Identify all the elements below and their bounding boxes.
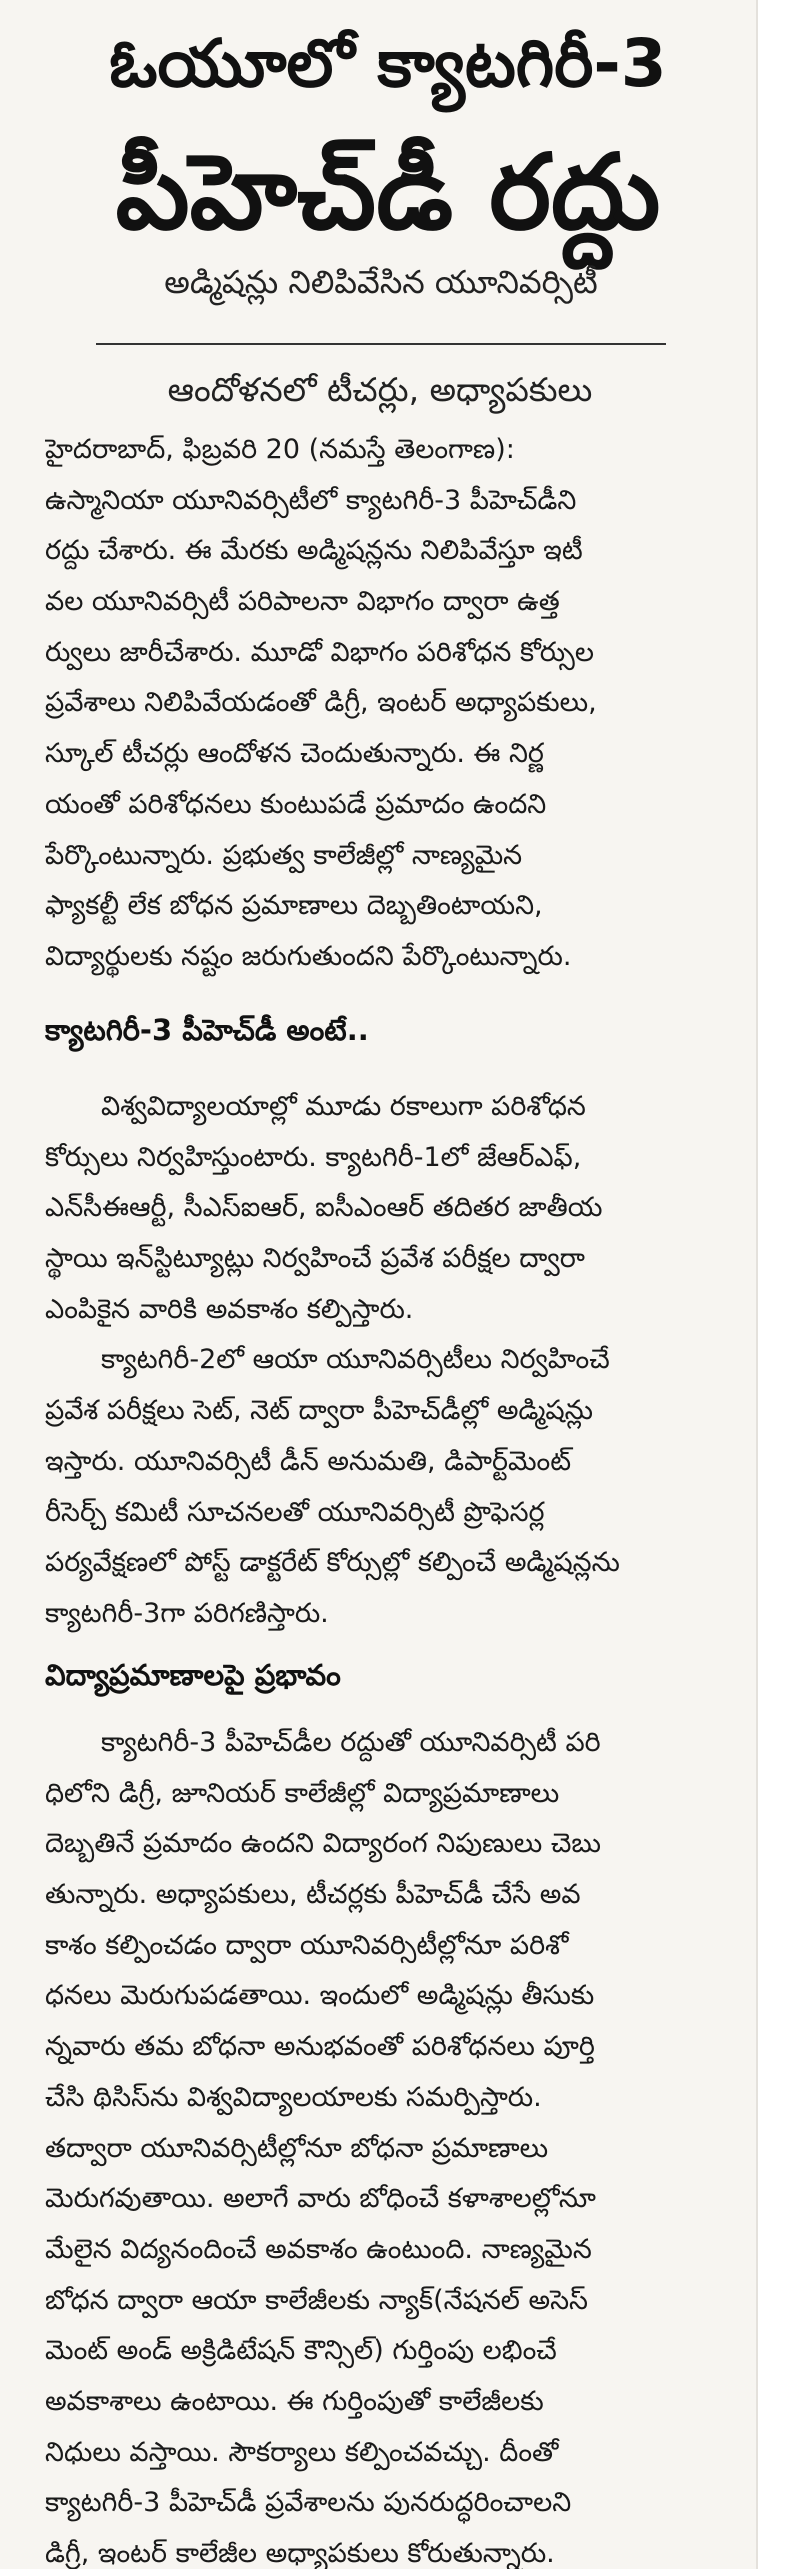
body-line: డిగ్రీ, ఇంటర్ కాలేజీల అధ్యాపకులు కోరుతున్నారు.	[45, 2538, 555, 2569]
body-line: స్థాయి ఇన్‌స్టిట్యూట్లు నిర్వహించే ప్రవేశ పరీక్షల ద్వారా	[45, 1243, 585, 1275]
intro-line: యంతో పరిశోధనలు కుంటుపడే ప్రమాదం ఉందని	[45, 788, 547, 820]
section-heading-standards-impact: విద్యాప్రమాణాలపై ప్రభావం	[45, 1658, 341, 1692]
headline-line-2: పీహెచ్‌డీ రద్దు	[115, 131, 661, 253]
body-line: ఎంపికైన వారికి అవకాశం కల్పిస్తారు.	[45, 1293, 414, 1325]
body-line: అవకాశాలు ఉంటాయి. ఈ గుర్తింపుతో కాలేజీలకు	[45, 2385, 544, 2417]
headline-line-1: ఓయూలో క్యాటగిరీ-3	[109, 25, 667, 102]
body-line: మెంట్ అండ్ అక్రిడిటేషన్ కౌన్సిల్) గుర్తింపు లభించే	[45, 2335, 557, 2367]
subheadline-rule	[96, 343, 666, 345]
body-line: క్యాటగిరీ-3 పీహెచ్‌డీల రద్దుతో యూనివర్సిటీ పరి	[101, 1727, 601, 1758]
body-line: పర్యవేక్షణలో పోస్ట్ డాక్టరేట్ కోర్సుల్లో కల్పించే అడ్మిషన్లను	[45, 1547, 620, 1579]
body-line: ధిలోని డిగ్రీ, జూనియర్ కాలేజీల్లో విద్యాప్రమాణాలు	[45, 1777, 560, 1809]
section-heading-category-3: క్యాటగిరీ-3 పీహెచ్‌డీ అంటే..	[45, 1013, 369, 1047]
body-line: తున్నారు. అధ్యాపకులు, టీచర్లకు పీహెచ్‌డీ చేసే అవ	[45, 1879, 581, 1911]
body-line: కోర్సులు నిర్వహిస్తుంటారు. క్యాటగిరీ-1లో జేఆర్ఎఫ్,	[45, 1141, 582, 1173]
body-line: క్యాటగిరీ-3గా పరిగణిస్తారు.	[45, 1597, 329, 1629]
body-line: ఎన్‌సీఈఆర్టీ, సీఎస్ఐఆర్, ఐసీఎంఆర్ తదితర జాతీయ	[45, 1192, 603, 1224]
body-line: దెబ్బతినే ప్రమాదం ఉందని విద్యారంగ నిపుణులు చెబు	[45, 1828, 601, 1860]
body-line: న్నవారు తమ బోధనా అనుభవంతో పరిశోధనలు పూర్తి	[45, 2031, 595, 2063]
subheadline: అడ్మిషన్లు నిలిపివేసిన యూనివర్సిటీ	[164, 263, 598, 301]
intro-line: ఫ్యాకల్టీ లేక బోధన ప్రమాణాలు దెబ్బతింటాయని,	[45, 890, 543, 922]
body-line: క్యాటగిరీ-2లో ఆయా యూనివర్సిటీలు నిర్వహించే	[101, 1344, 610, 1376]
intro-line: ప్రవేశాలు నిలిపివేయడంతో డిగ్రీ, ఇంటర్ అధ్యాపకులు,	[45, 687, 597, 719]
body-line: ఇస్తారు. యూనివర్సిటీ డీన్ అనుమతి, డిపార్ట్‌మెంట్	[45, 1445, 572, 1477]
intro-line: పేర్కొంటున్నారు. ప్రభుత్వ కాలేజీల్లో నాణ్యమైన	[45, 839, 523, 871]
body-line: నిధులు వస్తాయి. సౌకర్యాలు కల్పించవచ్చు. దీంతో	[45, 2436, 559, 2468]
body-line: బోధన ద్వారా ఆయా కాలేజీలకు న్యాక్(నేషనల్ అసెస్	[45, 2284, 589, 2316]
intro-line: రద్దు చేశారు. ఈ మేరకు అడ్మిషన్లను నిలిపివేస్తూ ఇటీ	[45, 535, 583, 567]
body-line: తద్వారా యూనివర్సిటీల్లోనూ బోధనా ప్రమాణాలు	[45, 2132, 549, 2164]
body-line: చేసి థిసిస్‌ను విశ్వవిద్యాలయాలకు సమర్పిస్తారు.	[45, 2081, 542, 2113]
body-line: ధనలు మెరుగుపడతాయి. ఇందులో అడ్మిషన్లు తీసుకు	[45, 1980, 595, 2012]
intro-line: స్కూల్ టీచర్లు ఆందోళన చెందుతున్నారు. ఈ నిర్ణ	[45, 738, 544, 770]
page-margin	[756, 0, 800, 2569]
body-line: కాశం కల్పించడం ద్వారా యూనివర్సిటీల్లోనూ పరిశో	[45, 1929, 569, 1961]
body-line: విశ్వవిద్యాలయాల్లో మూడు రకాలుగా పరిశోధన	[101, 1091, 586, 1122]
section-2-paragraph	[45, 1718, 735, 2569]
intro-line: వల యూనివర్సిటీ పరిపాలనా విభాగం ద్వారా ఉత్త	[45, 586, 560, 618]
body-line: క్యాటగిరీ-3 పీహెచ్‌డీ ప్రవేశాలను పునరుద్ధరించాలని	[45, 2487, 572, 2519]
section-1-paragraph	[45, 1082, 735, 1640]
intro-line: ర్వులు జారీచేశారు. మూడో విభాగం పరిశోధన కోర్సుల	[45, 636, 595, 668]
intro-paragraph	[45, 425, 735, 983]
body-line: రీసెర్చ్ కమిటీ సూచనలతో యూనివర్సిటీ ప్రొఫెసర్ల	[45, 1496, 545, 1528]
body-line: మేలైన విద్యనందించే అవకాశం ఉంటుంది. నాణ్యమైన	[45, 2233, 592, 2265]
subheadline-2: ఆందోళనలో టీచర్లు, అధ్యాపకులు	[167, 370, 593, 409]
intro-line: ఉస్మానియా యూనివర్సిటీలో క్యాటగిరీ-3 పీహెచ్‌డీని	[45, 484, 577, 516]
body-line: మెరుగవుతాయి. అలాగే వారు బోధించే కళాశాలల్లోనూ	[45, 2183, 596, 2215]
intro-line: విద్యార్థులకు నష్టం జరుగుతుందని పేర్కొంటున్నారు.	[45, 940, 572, 972]
body-line: ప్రవేశ పరీక్షలు సెట్, నెట్ ద్వారా పీహెచ్‌డీల్లో అడ్మిషన్లు	[45, 1395, 593, 1427]
intro-line: హైదరాబాద్, ఫిబ్రవరి 20 (నమస్తే తెలంగాణ):	[45, 434, 515, 465]
